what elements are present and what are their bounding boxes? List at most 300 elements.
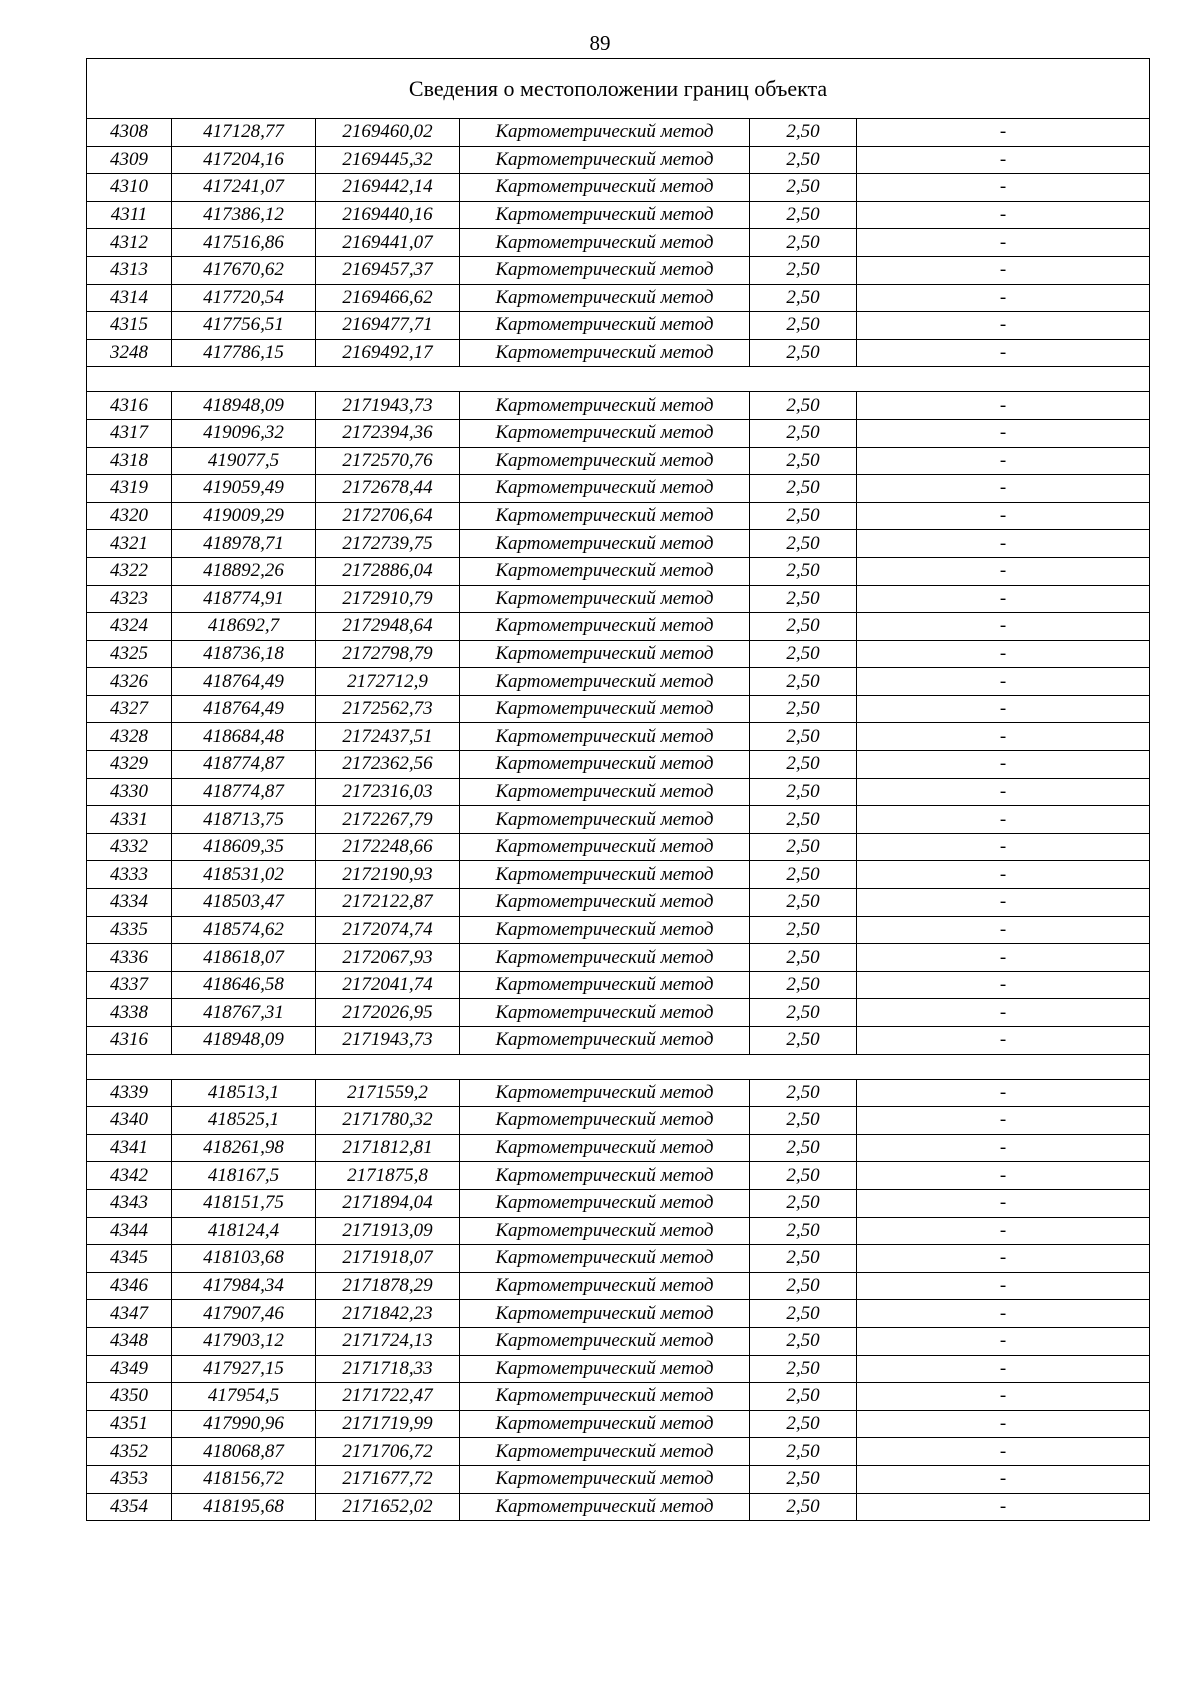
x-coordinate-cell: 418646,58 <box>172 971 316 999</box>
x-coordinate-cell: 417954,5 <box>172 1383 316 1411</box>
accuracy-cell: 2,50 <box>750 1027 857 1055</box>
y-coordinate-cell: 2172706,64 <box>316 502 460 530</box>
y-coordinate-cell: 2171724,13 <box>316 1327 460 1355</box>
description-cell: - <box>857 585 1150 613</box>
x-coordinate-cell: 418948,09 <box>172 1027 316 1055</box>
description-cell: - <box>857 1107 1150 1135</box>
method-cell: Картометрический метод <box>460 1438 750 1466</box>
description-cell: - <box>857 229 1150 257</box>
method-cell: Картометрический метод <box>460 1355 750 1383</box>
table-row <box>87 174 1150 202</box>
method-cell: Картометрический метод <box>460 1300 750 1328</box>
x-coordinate-cell: 417903,12 <box>172 1327 316 1355</box>
x-coordinate-cell: 418124,4 <box>172 1217 316 1245</box>
description-cell: - <box>857 751 1150 779</box>
table-row <box>87 1107 1150 1135</box>
accuracy-cell: 2,50 <box>750 1493 857 1521</box>
x-coordinate-cell: 417670,62 <box>172 256 316 284</box>
method-cell: Картометрический метод <box>460 1245 750 1273</box>
table-row <box>87 502 1150 530</box>
description-cell: - <box>857 1355 1150 1383</box>
description-cell: - <box>857 312 1150 340</box>
y-coordinate-cell: 2171943,73 <box>316 392 460 420</box>
accuracy-cell: 2,50 <box>750 502 857 530</box>
point-number-cell: 4354 <box>87 1493 172 1521</box>
description-cell: - <box>857 1465 1150 1493</box>
table-row <box>87 723 1150 751</box>
accuracy-cell: 2,50 <box>750 1245 857 1273</box>
point-number-cell: 4352 <box>87 1438 172 1466</box>
table-row <box>87 447 1150 475</box>
x-coordinate-cell: 417984,34 <box>172 1272 316 1300</box>
x-coordinate-cell: 418764,49 <box>172 668 316 696</box>
accuracy-cell: 2,50 <box>750 392 857 420</box>
accuracy-cell: 2,50 <box>750 1162 857 1190</box>
method-cell: Картометрический метод <box>460 640 750 668</box>
y-coordinate-cell: 2169477,71 <box>316 312 460 340</box>
point-number-cell: 4353 <box>87 1465 172 1493</box>
method-cell: Картометрический метод <box>460 585 750 613</box>
point-number-cell: 4309 <box>87 146 172 174</box>
accuracy-cell: 2,50 <box>750 944 857 972</box>
method-cell: Картометрический метод <box>460 1383 750 1411</box>
accuracy-cell: 2,50 <box>750 119 857 147</box>
table-row <box>87 146 1150 174</box>
x-coordinate-cell: 418195,68 <box>172 1493 316 1521</box>
point-number-cell: 4331 <box>87 806 172 834</box>
x-coordinate-cell: 417241,07 <box>172 174 316 202</box>
accuracy-cell: 2,50 <box>750 174 857 202</box>
y-coordinate-cell: 2171894,04 <box>316 1189 460 1217</box>
table-row <box>87 944 1150 972</box>
description-cell: - <box>857 502 1150 530</box>
table-row <box>87 999 1150 1027</box>
y-coordinate-cell: 2169440,16 <box>316 201 460 229</box>
x-coordinate-cell: 417204,16 <box>172 146 316 174</box>
table-row <box>87 1355 1150 1383</box>
point-number-cell: 4337 <box>87 971 172 999</box>
description-cell: - <box>857 999 1150 1027</box>
y-coordinate-cell: 2172074,74 <box>316 916 460 944</box>
accuracy-cell: 2,50 <box>750 1134 857 1162</box>
point-number-cell: 4335 <box>87 916 172 944</box>
point-number-cell: 4345 <box>87 1245 172 1273</box>
method-cell: Картометрический метод <box>460 1107 750 1135</box>
x-coordinate-cell: 418068,87 <box>172 1438 316 1466</box>
x-coordinate-cell: 418764,49 <box>172 695 316 723</box>
table-row <box>87 284 1150 312</box>
description-cell: - <box>857 861 1150 889</box>
table-row <box>87 613 1150 641</box>
method-cell: Картометрический метод <box>460 284 750 312</box>
y-coordinate-cell: 2171719,99 <box>316 1410 460 1438</box>
y-coordinate-cell: 2171652,02 <box>316 1493 460 1521</box>
description-cell: - <box>857 119 1150 147</box>
table-row <box>87 1217 1150 1245</box>
table-row <box>87 1189 1150 1217</box>
method-cell: Картометрический метод <box>460 146 750 174</box>
method-cell: Картометрический метод <box>460 778 750 806</box>
table-row <box>87 751 1150 779</box>
table-row <box>87 1134 1150 1162</box>
method-cell: Картометрический метод <box>460 1217 750 1245</box>
description-cell: - <box>857 1272 1150 1300</box>
accuracy-cell: 2,50 <box>750 778 857 806</box>
description-cell: - <box>857 1438 1150 1466</box>
accuracy-cell: 2,50 <box>750 806 857 834</box>
description-cell: - <box>857 613 1150 641</box>
x-coordinate-cell: 418892,26 <box>172 557 316 585</box>
description-cell: - <box>857 1383 1150 1411</box>
x-coordinate-cell: 417128,77 <box>172 119 316 147</box>
y-coordinate-cell: 2172394,36 <box>316 419 460 447</box>
method-cell: Картометрический метод <box>460 201 750 229</box>
accuracy-cell: 2,50 <box>750 861 857 889</box>
point-number-cell: 4323 <box>87 585 172 613</box>
x-coordinate-cell: 418525,1 <box>172 1107 316 1135</box>
x-coordinate-cell: 417907,46 <box>172 1300 316 1328</box>
y-coordinate-cell: 2172678,44 <box>316 475 460 503</box>
accuracy-cell: 2,50 <box>750 475 857 503</box>
table-row <box>87 1465 1150 1493</box>
point-number-cell: 4329 <box>87 751 172 779</box>
y-coordinate-cell: 2172362,56 <box>316 751 460 779</box>
y-coordinate-cell: 2171875,8 <box>316 1162 460 1190</box>
method-cell: Картометрический метод <box>460 806 750 834</box>
x-coordinate-cell: 418103,68 <box>172 1245 316 1273</box>
method-cell: Картометрический метод <box>460 861 750 889</box>
y-coordinate-cell: 2169466,62 <box>316 284 460 312</box>
method-cell: Картометрический метод <box>460 1027 750 1055</box>
accuracy-cell: 2,50 <box>750 1465 857 1493</box>
table-row <box>87 339 1150 367</box>
x-coordinate-cell: 417990,96 <box>172 1410 316 1438</box>
table-row <box>87 1410 1150 1438</box>
table-row <box>87 833 1150 861</box>
y-coordinate-cell: 2172562,73 <box>316 695 460 723</box>
accuracy-cell: 2,50 <box>750 1189 857 1217</box>
accuracy-cell: 2,50 <box>750 447 857 475</box>
method-cell: Картометрический метод <box>460 751 750 779</box>
point-number-cell: 4338 <box>87 999 172 1027</box>
y-coordinate-cell: 2172122,87 <box>316 889 460 917</box>
description-cell: - <box>857 778 1150 806</box>
description-cell: - <box>857 146 1150 174</box>
table-row <box>87 1438 1150 1466</box>
table-row <box>87 392 1150 420</box>
table-row <box>87 971 1150 999</box>
table-row <box>87 557 1150 585</box>
table-row <box>87 861 1150 889</box>
method-cell: Картометрический метод <box>460 229 750 257</box>
description-cell: - <box>857 530 1150 558</box>
accuracy-cell: 2,50 <box>750 201 857 229</box>
table-row <box>87 1245 1150 1273</box>
point-number-cell: 4311 <box>87 201 172 229</box>
method-cell: Картометрический метод <box>460 971 750 999</box>
accuracy-cell: 2,50 <box>750 695 857 723</box>
y-coordinate-cell: 2172948,64 <box>316 613 460 641</box>
point-number-cell: 4324 <box>87 613 172 641</box>
point-number-cell: 4330 <box>87 778 172 806</box>
table-title: Сведения о местоположении границ объекта <box>87 59 1150 119</box>
y-coordinate-cell: 2169441,07 <box>316 229 460 257</box>
accuracy-cell: 2,50 <box>750 530 857 558</box>
table-row <box>87 229 1150 257</box>
block-separator-row <box>87 1054 1150 1079</box>
accuracy-cell: 2,50 <box>750 916 857 944</box>
y-coordinate-cell: 2169492,17 <box>316 339 460 367</box>
point-number-cell: 4314 <box>87 284 172 312</box>
method-cell: Картометрический метод <box>460 723 750 751</box>
point-number-cell: 4322 <box>87 557 172 585</box>
table-row <box>87 1027 1150 1055</box>
y-coordinate-cell: 2171722,47 <box>316 1383 460 1411</box>
y-coordinate-cell: 2171706,72 <box>316 1438 460 1466</box>
description-cell: - <box>857 1217 1150 1245</box>
point-number-cell: 4342 <box>87 1162 172 1190</box>
method-cell: Картометрический метод <box>460 999 750 1027</box>
method-cell: Картометрический метод <box>460 530 750 558</box>
point-number-cell: 4328 <box>87 723 172 751</box>
method-cell: Картометрический метод <box>460 668 750 696</box>
method-cell: Картометрический метод <box>460 339 750 367</box>
x-coordinate-cell: 417720,54 <box>172 284 316 312</box>
method-cell: Картометрический метод <box>460 1410 750 1438</box>
method-cell: Картометрический метод <box>460 312 750 340</box>
accuracy-cell: 2,50 <box>750 668 857 696</box>
y-coordinate-cell: 2172798,79 <box>316 640 460 668</box>
point-number-cell: 4325 <box>87 640 172 668</box>
accuracy-cell: 2,50 <box>750 1079 857 1107</box>
description-cell: - <box>857 1300 1150 1328</box>
point-number-cell: 4350 <box>87 1383 172 1411</box>
accuracy-cell: 2,50 <box>750 723 857 751</box>
table-row <box>87 778 1150 806</box>
y-coordinate-cell: 2172267,79 <box>316 806 460 834</box>
x-coordinate-cell: 418713,75 <box>172 806 316 834</box>
table-row <box>87 1383 1150 1411</box>
accuracy-cell: 2,50 <box>750 1107 857 1135</box>
description-cell: - <box>857 1410 1150 1438</box>
table-title-row <box>87 59 1150 119</box>
table-row <box>87 1493 1150 1521</box>
accuracy-cell: 2,50 <box>750 1355 857 1383</box>
table-row <box>87 668 1150 696</box>
y-coordinate-cell: 2171878,29 <box>316 1272 460 1300</box>
description-cell: - <box>857 1327 1150 1355</box>
point-number-cell: 4339 <box>87 1079 172 1107</box>
x-coordinate-cell: 419096,32 <box>172 419 316 447</box>
y-coordinate-cell: 2172712,9 <box>316 668 460 696</box>
point-number-cell: 4312 <box>87 229 172 257</box>
accuracy-cell: 2,50 <box>750 1383 857 1411</box>
method-cell: Картометрический метод <box>460 944 750 972</box>
point-number-cell: 3248 <box>87 339 172 367</box>
y-coordinate-cell: 2171780,32 <box>316 1107 460 1135</box>
x-coordinate-cell: 418503,47 <box>172 889 316 917</box>
x-coordinate-cell: 419077,5 <box>172 447 316 475</box>
point-number-cell: 4316 <box>87 1027 172 1055</box>
x-coordinate-cell: 418609,35 <box>172 833 316 861</box>
method-cell: Картометрический метод <box>460 833 750 861</box>
x-coordinate-cell: 418774,87 <box>172 751 316 779</box>
point-number-cell: 4320 <box>87 502 172 530</box>
x-coordinate-cell: 418948,09 <box>172 392 316 420</box>
description-cell: - <box>857 256 1150 284</box>
method-cell: Картометрический метод <box>460 613 750 641</box>
accuracy-cell: 2,50 <box>750 256 857 284</box>
description-cell: - <box>857 806 1150 834</box>
method-cell: Картометрический метод <box>460 1162 750 1190</box>
point-number-cell: 4343 <box>87 1189 172 1217</box>
block-separator-row <box>87 367 1150 392</box>
method-cell: Картометрический метод <box>460 1465 750 1493</box>
accuracy-cell: 2,50 <box>750 640 857 668</box>
description-cell: - <box>857 640 1150 668</box>
y-coordinate-cell: 2169460,02 <box>316 119 460 147</box>
description-cell: - <box>857 1245 1150 1273</box>
description-cell: - <box>857 1134 1150 1162</box>
table-row <box>87 419 1150 447</box>
page-number: 89 <box>589 31 611 55</box>
x-coordinate-cell: 418978,71 <box>172 530 316 558</box>
point-number-cell: 4310 <box>87 174 172 202</box>
y-coordinate-cell: 2172067,93 <box>316 944 460 972</box>
y-coordinate-cell: 2169445,32 <box>316 146 460 174</box>
accuracy-cell: 2,50 <box>750 833 857 861</box>
description-cell: - <box>857 971 1150 999</box>
description-cell: - <box>857 1079 1150 1107</box>
method-cell: Картометрический метод <box>460 1134 750 1162</box>
method-cell: Картометрический метод <box>460 1079 750 1107</box>
x-coordinate-cell: 418774,87 <box>172 778 316 806</box>
description-cell: - <box>857 174 1150 202</box>
x-coordinate-cell: 418774,91 <box>172 585 316 613</box>
point-number-cell: 4351 <box>87 1410 172 1438</box>
description-cell: - <box>857 916 1150 944</box>
description-cell: - <box>857 668 1150 696</box>
accuracy-cell: 2,50 <box>750 284 857 312</box>
description-cell: - <box>857 723 1150 751</box>
method-cell: Картометрический метод <box>460 256 750 284</box>
x-coordinate-cell: 418156,72 <box>172 1465 316 1493</box>
accuracy-cell: 2,50 <box>750 751 857 779</box>
y-coordinate-cell: 2171718,33 <box>316 1355 460 1383</box>
description-cell: - <box>857 833 1150 861</box>
point-number-cell: 4318 <box>87 447 172 475</box>
description-cell: - <box>857 1027 1150 1055</box>
description-cell: - <box>857 475 1150 503</box>
accuracy-cell: 2,50 <box>750 419 857 447</box>
block-separator-cell <box>87 1054 1150 1079</box>
point-number-cell: 4344 <box>87 1217 172 1245</box>
point-number-cell: 4316 <box>87 392 172 420</box>
table-row <box>87 889 1150 917</box>
block-separator-cell <box>87 367 1150 392</box>
x-coordinate-cell: 418574,62 <box>172 916 316 944</box>
y-coordinate-cell: 2172248,66 <box>316 833 460 861</box>
accuracy-cell: 2,50 <box>750 1300 857 1328</box>
x-coordinate-cell: 418767,31 <box>172 999 316 1027</box>
y-coordinate-cell: 2171559,2 <box>316 1079 460 1107</box>
x-coordinate-cell: 418684,48 <box>172 723 316 751</box>
table-row <box>87 1272 1150 1300</box>
accuracy-cell: 2,50 <box>750 999 857 1027</box>
point-number-cell: 4348 <box>87 1327 172 1355</box>
point-number-cell: 4340 <box>87 1107 172 1135</box>
method-cell: Картометрический метод <box>460 1272 750 1300</box>
table-row <box>87 585 1150 613</box>
y-coordinate-cell: 2172437,51 <box>316 723 460 751</box>
accuracy-cell: 2,50 <box>750 1410 857 1438</box>
y-coordinate-cell: 2169457,37 <box>316 256 460 284</box>
point-number-cell: 4315 <box>87 312 172 340</box>
method-cell: Картометрический метод <box>460 392 750 420</box>
y-coordinate-cell: 2172570,76 <box>316 447 460 475</box>
accuracy-cell: 2,50 <box>750 229 857 257</box>
y-coordinate-cell: 2171918,07 <box>316 1245 460 1273</box>
method-cell: Картометрический метод <box>460 1327 750 1355</box>
description-cell: - <box>857 419 1150 447</box>
description-cell: - <box>857 889 1150 917</box>
point-number-cell: 4334 <box>87 889 172 917</box>
method-cell: Картометрический метод <box>460 1189 750 1217</box>
description-cell: - <box>857 339 1150 367</box>
x-coordinate-cell: 417756,51 <box>172 312 316 340</box>
x-coordinate-cell: 419059,49 <box>172 475 316 503</box>
description-cell: - <box>857 944 1150 972</box>
accuracy-cell: 2,50 <box>750 1217 857 1245</box>
x-coordinate-cell: 418736,18 <box>172 640 316 668</box>
description-cell: - <box>857 695 1150 723</box>
y-coordinate-cell: 2171677,72 <box>316 1465 460 1493</box>
point-number-cell: 4349 <box>87 1355 172 1383</box>
table-row <box>87 916 1150 944</box>
description-cell: - <box>857 447 1150 475</box>
table-row <box>87 201 1150 229</box>
point-number-cell: 4332 <box>87 833 172 861</box>
x-coordinate-cell: 417516,86 <box>172 229 316 257</box>
accuracy-cell: 2,50 <box>750 557 857 585</box>
method-cell: Картометрический метод <box>460 557 750 585</box>
point-number-cell: 4341 <box>87 1134 172 1162</box>
x-coordinate-cell: 419009,29 <box>172 502 316 530</box>
method-cell: Картометрический метод <box>460 916 750 944</box>
description-cell: - <box>857 1162 1150 1190</box>
point-number-cell: 4336 <box>87 944 172 972</box>
table-row <box>87 312 1150 340</box>
y-coordinate-cell: 2172739,75 <box>316 530 460 558</box>
x-coordinate-cell: 418167,5 <box>172 1162 316 1190</box>
x-coordinate-cell: 417386,12 <box>172 201 316 229</box>
table-row <box>87 530 1150 558</box>
method-cell: Картометрический метод <box>460 419 750 447</box>
table-row <box>87 640 1150 668</box>
x-coordinate-cell: 418531,02 <box>172 861 316 889</box>
point-number-cell: 4313 <box>87 256 172 284</box>
method-cell: Картометрический метод <box>460 889 750 917</box>
point-number-cell: 4308 <box>87 119 172 147</box>
table-row <box>87 475 1150 503</box>
accuracy-cell: 2,50 <box>750 585 857 613</box>
point-number-cell: 4333 <box>87 861 172 889</box>
accuracy-cell: 2,50 <box>750 613 857 641</box>
accuracy-cell: 2,50 <box>750 1327 857 1355</box>
y-coordinate-cell: 2171913,09 <box>316 1217 460 1245</box>
x-coordinate-cell: 418692,7 <box>172 613 316 641</box>
description-cell: - <box>857 1189 1150 1217</box>
